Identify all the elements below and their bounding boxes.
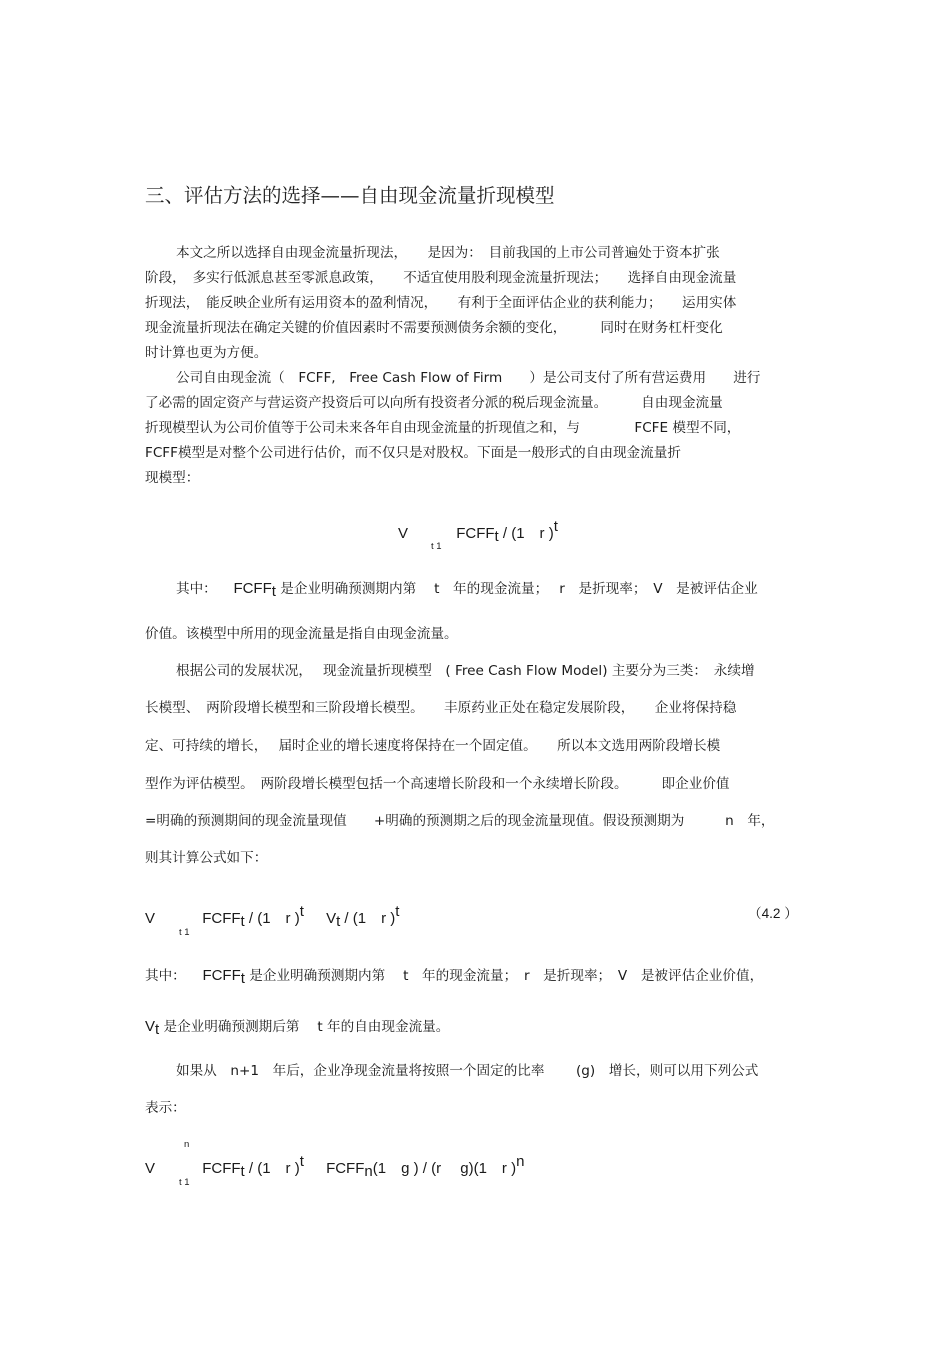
eq3-rest1: / (1 r ) (244, 1160, 300, 1177)
eq2-vt: V (326, 910, 337, 927)
def1-line-2: 价值。该模型中所用的现金流量是指自由现金流量。 (145, 626, 458, 642)
def2-text: 是企业明确预测期内第 t 年的现金流量； r 是折现率； V 是被评估企业价值， (244, 968, 764, 984)
eq3-v: V (145, 1160, 156, 1177)
eq3-upper: n (184, 1139, 190, 1150)
eq3-fcff: FCFF (202, 1160, 241, 1177)
p2-line-2: 了必需的固定资产与营运资产投资后可以向所有投资者分派的税后现金流量。 自由现金流量 (145, 395, 723, 411)
eq2-vt-sub: t (336, 913, 341, 930)
def1-fcff: FCFF (233, 580, 272, 597)
p3-line-6: 则其计算公式如下： (145, 850, 268, 866)
eq2-limit: t 1 (179, 927, 190, 938)
p3-line-2: 长模型、 两阶段增长模型和三阶段增长模型。 丰原药业正处在稳定发展阶段， 企业将保持稳 (145, 700, 737, 716)
eq2-sup: t (299, 903, 304, 920)
def2-line-2 (145, 1018, 449, 1039)
eq2-v: V (145, 910, 156, 927)
def2-text-2: 是企业明确预测期后第 t 年的自由现金流量。 (159, 1019, 450, 1035)
def2-prefix: 其中： (145, 968, 186, 984)
eq1-rest: / (1 r ) (498, 525, 554, 542)
eq3-sub-n: n (364, 1163, 373, 1180)
p1-line-1: 本文之所以选择自由现金流量折现法， 是因为： 目前我国的上市公司普遍处于资本扩张 (176, 245, 720, 261)
def2-fcff: FCFF (202, 967, 241, 984)
eq1-sup: t (553, 518, 558, 535)
p3-line-1: 根据公司的发展状况， 现金流量折现模型 ( Free Cash Flow Model) 主要分为三类： 永续增 (176, 663, 755, 679)
eq2-number: （4.2 ） (748, 906, 798, 921)
def2-sub: t (240, 970, 245, 987)
eq3-sup-n: n (516, 1153, 525, 1170)
p1-line-2: 阶段， 多实行低派息甚至零派息政策， 不适宜使用股利现金流量折现法； 选择自由现金流量 (145, 270, 737, 286)
eq2-sub: t (240, 913, 245, 930)
eq2-formula (145, 903, 399, 930)
eq3-limit: t 1 (179, 1177, 190, 1188)
def1-prefix: 其中： (176, 581, 217, 597)
p2-line-5: 现模型： (145, 470, 200, 486)
p2-line-4: FCFF模型是对整个公司进行估价，而不仅只是对股权。下面是一般形式的自由现金流量折 (145, 445, 681, 461)
eq1-limit: t 1 (431, 541, 442, 552)
eq2-fcff: FCFF (202, 910, 241, 927)
p1-line-4: 现金流量折现法在确定关键的价值因素时不需要预测债务余额的变化， 同时在财务杠杆变化 (145, 320, 723, 336)
eq1-sub: t (494, 528, 499, 545)
eq3-formula (145, 1153, 524, 1180)
eq2-rest2: / (1 r ) (340, 910, 396, 927)
def2-vt-sub: t (155, 1021, 160, 1038)
p3-line-4: 型作为评估模型。 两阶段增长模型包括一个高速增长阶段和一个永续增长阶段。 即企业价值 (145, 776, 730, 792)
p3-line-3: 定、可持续的增长， 届时企业的增长速度将保持在一个固定值。 所以本文选用两阶段增长模 (145, 738, 721, 754)
eq3-sup: t (299, 1153, 304, 1170)
def1-text: 是企业明确预测期内第 t 年的现金流量； r 是折现率； V 是被评估企业 (275, 581, 758, 597)
p2-line-3: 折现模型认为公司价值等于公司未来各年自由现金流量的折现值之和，与 FCFE 模型不同， (145, 420, 741, 436)
p4-line-1: 如果从 n+1 年后，企业净现金流量将按照一个固定的比率 (g) 增长，则可以用下列公式 (176, 1063, 759, 1079)
section-title: 三、评估方法的选择——自由现金流量折现模型 (145, 184, 555, 207)
p3-line-5: =明确的预测期间的现金流量现值 +明确的预测期之后的现金流量现值。假设预测期为 n 年， (145, 813, 775, 829)
def1-line-1 (176, 580, 758, 601)
p1-line-3: 折现法， 能反映企业所有运用资本的盈利情况， 有利于全面评估企业的获利能力； 运用实体 (145, 295, 737, 311)
def2-vt: V (145, 1018, 156, 1035)
p1-line-5: 时计算也更为方便。 (145, 345, 268, 361)
eq3-rest2: (1 g ) / (r g)(1 r ) (372, 1160, 517, 1177)
p4-line-2: 表示： (145, 1100, 186, 1116)
def1-sub: t (271, 583, 276, 600)
eq2-rest1: / (1 r ) (244, 910, 300, 927)
eq3-fcff2: FCFF (326, 1160, 365, 1177)
p2-line-1: 公司自由现金流（ FCFF, Free Cash Flow of Firm ）是公司支付了所有营运费用 进行 (176, 370, 761, 386)
eq1-v: V (398, 525, 409, 542)
eq1-fcff: FCFF (456, 525, 495, 542)
def2-line-1 (145, 967, 763, 988)
eq1-formula (398, 518, 558, 545)
eq3-sub: t (240, 1163, 245, 1180)
eq2-sup2: t (395, 903, 400, 920)
